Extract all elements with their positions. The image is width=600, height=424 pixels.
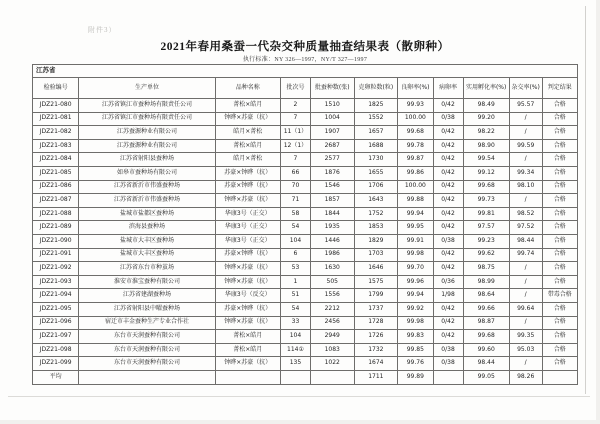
table-row (33, 153, 578, 167)
cell: 苏豪×钟晔（抗） (215, 166, 280, 180)
cell: 0/42 (433, 139, 463, 153)
cell: 钟晔×苏豪（抗） (215, 357, 280, 371)
cell (79, 370, 215, 384)
cell: 合格 (542, 316, 577, 330)
cell: 505 (310, 275, 354, 289)
cell: 盐城市大丰区蚕种场 (79, 248, 215, 262)
cell: 皓月×菁松 (215, 153, 280, 167)
cell: 98.64 (463, 289, 509, 303)
cell: 1730 (354, 153, 398, 167)
cell: JDZ21-098 (33, 343, 79, 357)
cell: 苏豪×钟晔（抗） (215, 302, 280, 316)
cell: 1552 (354, 112, 398, 126)
cell: 2577 (310, 153, 354, 167)
cell: 12（1） (280, 139, 310, 153)
cell: 0/42 (433, 153, 463, 167)
cell: 99.98 (398, 316, 433, 330)
attachment-label: 附件3） (88, 26, 117, 34)
cell: 66 (280, 166, 310, 180)
cell (433, 370, 463, 384)
cell: 99.23 (463, 234, 509, 248)
cell: 苏豪×钟晔（抗） (215, 248, 280, 262)
cell: 98.22 (463, 126, 509, 140)
column-header: 批次号 (280, 78, 310, 99)
cell: 99.62 (463, 248, 509, 262)
cell: 99.98 (398, 248, 433, 262)
table-body (33, 65, 578, 385)
column-header: 克卵粒数(粒) (354, 78, 398, 99)
cell: 1732 (354, 343, 398, 357)
cell: 99.94 (398, 289, 433, 303)
cell: 菁松×皓月 (215, 139, 280, 153)
cell: 钟晔×苏豪（抗） (215, 262, 280, 276)
cell: 宿迁市丰金蚕种生产专业合作社 (79, 316, 215, 330)
cell: 合格 (542, 153, 577, 167)
cell: 97.57 (463, 221, 509, 235)
cell: 带毒合格 (542, 289, 577, 303)
cell: 98.44 (509, 234, 542, 248)
cell: 合格 (542, 275, 577, 289)
cell: 合格 (542, 126, 577, 140)
cell: / (509, 289, 542, 303)
cell: 7 (280, 112, 310, 126)
cell: JDZ21-093 (33, 275, 79, 289)
column-header: 良卵率(%) (398, 78, 433, 99)
cell: 合格 (542, 330, 577, 344)
standard-line: 执行标准：NY 326—1997，NY/T 327—1997 (242, 57, 368, 63)
cell: 1825 (354, 99, 398, 113)
cell: 合格 (542, 139, 577, 153)
cell: 99.88 (398, 194, 433, 208)
cell: 0/42 (433, 126, 463, 140)
column-header: 病卵率 (433, 78, 463, 99)
cell: 盐城市大丰区蚕种场 (79, 234, 215, 248)
cell: 苏豪×钟晔（抗） (215, 180, 280, 194)
column-header: 检验编号 (33, 78, 79, 99)
scan-edge-bottom (8, 396, 590, 397)
table-row (33, 289, 578, 303)
cell: 0/42 (433, 194, 463, 208)
cell: 0/36 (433, 275, 463, 289)
cell: 1876 (310, 166, 354, 180)
cell: JDZ21-087 (33, 194, 79, 208)
cell: 0/42 (433, 221, 463, 235)
cell: JDZ21-085 (33, 166, 79, 180)
cell: 菁松×皓月 (215, 99, 280, 113)
cell: 99.91 (398, 234, 433, 248)
cell: 70 (280, 180, 310, 194)
cell: 1022 (310, 357, 354, 371)
cell: JDZ21-096 (33, 316, 79, 330)
column-header: 品种名称 (215, 78, 280, 99)
cell: 如皋市蚕种场有限公司 (79, 166, 215, 180)
cell: JDZ21-089 (33, 221, 79, 235)
column-header: 判定结果 (542, 78, 577, 99)
cell: 1935 (310, 221, 354, 235)
average-row (33, 370, 578, 384)
cell: 合格 (542, 194, 577, 208)
cell: / (509, 275, 542, 289)
cell: 99.95 (398, 221, 433, 235)
cell: 合格 (542, 166, 577, 180)
cell: 99.78 (398, 139, 433, 153)
cell: 江苏省射阳县蚕种场 (79, 153, 215, 167)
cell: / (509, 262, 542, 276)
cell: 2 (280, 99, 310, 113)
cell: 99.64 (509, 302, 542, 316)
cell: 98.87 (463, 316, 509, 330)
cell: 江苏省新沂市伟盛蚕种场 (79, 180, 215, 194)
cell: 98.99 (463, 275, 509, 289)
cell: 99.68 (463, 180, 509, 194)
table-row (33, 139, 578, 153)
cell: 0/38 (433, 343, 463, 357)
cell (542, 370, 577, 384)
cell: 0/38 (433, 357, 463, 371)
cell: / (509, 126, 542, 140)
cell: 1907 (310, 126, 354, 140)
cell: / (509, 194, 542, 208)
cell: 1546 (310, 180, 354, 194)
cell: 东台市天润蚕种有限公司 (79, 330, 215, 344)
column-header: 批蚕种数(张) (310, 78, 354, 99)
header-row (33, 78, 578, 99)
cell: 钟晔×苏豪（抗） (215, 316, 280, 330)
cell: 98.44 (463, 357, 509, 371)
cell: 0/38 (433, 112, 463, 126)
cell: 99.20 (463, 112, 509, 126)
cell: 104 (280, 330, 310, 344)
cell: 皓月×菁松 (215, 126, 280, 140)
cell: 菁松×皓月 (215, 330, 280, 344)
cell: 99.83 (398, 330, 433, 344)
cell: 1706 (354, 180, 398, 194)
cell: 99.81 (463, 207, 509, 221)
cell: 98.90 (463, 139, 509, 153)
cell: 0/38 (433, 234, 463, 248)
cell: 0/42 (433, 330, 463, 344)
cell: 98.75 (463, 262, 509, 276)
cell: 71 (280, 194, 310, 208)
cell: 99.05 (463, 370, 509, 384)
cell: 99.73 (463, 194, 509, 208)
cell: 合格 (542, 357, 577, 371)
cell: JDZ21-092 (33, 262, 79, 276)
cell: JDZ21-094 (33, 289, 79, 303)
table-row (33, 112, 578, 126)
cell: 99.96 (398, 275, 433, 289)
cell: 1726 (354, 330, 398, 344)
cell: 江苏省东台市种茧场 (79, 262, 215, 276)
cell: 盐城市盐都区蚕种场 (79, 207, 215, 221)
cell: 1/98 (433, 289, 463, 303)
cell: 53 (280, 262, 310, 276)
results-table (32, 64, 578, 385)
table-row (33, 166, 578, 180)
cell: 1083 (310, 343, 354, 357)
cell: 江苏省新沂市伟盛蚕种场 (79, 194, 215, 208)
cell: 0/42 (433, 262, 463, 276)
cell: 99.89 (398, 370, 433, 384)
cell: 合格 (542, 234, 577, 248)
cell: 99.86 (398, 166, 433, 180)
column-header: 实用孵化率(%) (463, 78, 509, 99)
table-row (33, 180, 578, 194)
cell: 合格 (542, 302, 577, 316)
table-row (33, 262, 578, 276)
cell: 95.03 (509, 343, 542, 357)
table-row (33, 316, 578, 330)
cell (280, 370, 310, 384)
cell: 104 (280, 234, 310, 248)
cell: 1674 (354, 357, 398, 371)
cell: 11（1） (280, 126, 310, 140)
cell: 1556 (310, 289, 354, 303)
cell: 1630 (310, 262, 354, 276)
cell: 1688 (354, 139, 398, 153)
cell: 99.85 (398, 343, 433, 357)
cell: JDZ21-099 (33, 357, 79, 371)
cell: JDZ21-081 (33, 112, 79, 126)
cell: 1752 (354, 207, 398, 221)
cell: 99.87 (398, 153, 433, 167)
cell: 滨海县蚕种场 (79, 221, 215, 235)
cell: 99.34 (509, 166, 542, 180)
cell: / (509, 112, 542, 126)
cell: JDZ21-083 (33, 139, 79, 153)
cell: 1446 (310, 234, 354, 248)
cell: 1 (280, 275, 310, 289)
cell: 淮安市淮宝蚕种有限公司 (79, 275, 215, 289)
scan-edge-right (585, 6, 586, 394)
table-row (33, 275, 578, 289)
table-row (33, 126, 578, 140)
cell: JDZ21-082 (33, 126, 79, 140)
cell: / (509, 316, 542, 330)
cell: 0/42 (433, 180, 463, 194)
cell: 58 (280, 207, 310, 221)
cell: 钟晔×苏豪（抗） (215, 112, 280, 126)
cell: 1737 (354, 302, 398, 316)
cell: 99.92 (398, 302, 433, 316)
cell: 平均 (33, 370, 79, 384)
cell: 合格 (542, 248, 577, 262)
cell: 0/42 (433, 316, 463, 330)
cell: 合格 (542, 112, 577, 126)
table-row (33, 343, 578, 357)
cell: 99.35 (509, 330, 542, 344)
cell: 合格 (542, 262, 577, 276)
table-row (33, 99, 578, 113)
cell: 1799 (354, 289, 398, 303)
table-row (33, 357, 578, 371)
cell: 135 (280, 357, 310, 371)
cell: 54 (280, 221, 310, 235)
cell (215, 370, 280, 384)
cell: 合格 (542, 343, 577, 357)
cell: 1853 (354, 221, 398, 235)
cell: / (509, 357, 542, 371)
cell: 华康3号（反交） (215, 289, 280, 303)
table-row (33, 248, 578, 262)
table-row (33, 330, 578, 344)
page-title: 2021年春用桑蚕一代杂交种质量抽查结果表（散卵种） (160, 41, 450, 53)
cell: 1004 (310, 112, 354, 126)
table-row (33, 234, 578, 248)
cell: JDZ21-086 (33, 180, 79, 194)
cell: 1575 (354, 275, 398, 289)
cell: / (509, 153, 542, 167)
cell: 0/42 (433, 302, 463, 316)
cell: 33 (280, 316, 310, 330)
cell: 99.68 (463, 330, 509, 344)
cell: 2687 (310, 139, 354, 153)
cell: 1510 (310, 99, 354, 113)
cell: 6 (280, 248, 310, 262)
cell: JDZ21-097 (33, 330, 79, 344)
cell: 99.60 (463, 343, 509, 357)
cell: 0/42 (433, 248, 463, 262)
column-header: 杂交率(%) (509, 78, 542, 99)
cell: 51 (280, 289, 310, 303)
cell: 2949 (310, 330, 354, 344)
cell: 1643 (354, 194, 398, 208)
cell: 0/42 (433, 207, 463, 221)
table-row (33, 207, 578, 221)
cell: 1711 (354, 370, 398, 384)
cell: 99.76 (398, 357, 433, 371)
cell: 99.66 (463, 302, 509, 316)
section-row (33, 65, 578, 78)
cell: 1703 (354, 248, 398, 262)
cell: 东台市天润蚕种有限公司 (79, 357, 215, 371)
cell: 江苏省镇江市蚕种场有限责任公司 (79, 99, 215, 113)
cell: 江苏蚕源种业有限公司 (79, 139, 215, 153)
cell: 7 (280, 153, 310, 167)
cell: 1646 (354, 262, 398, 276)
cell: 合格 (542, 221, 577, 235)
cell: 97.52 (509, 221, 542, 235)
table-row (33, 194, 578, 208)
cell: 江苏蚕源种业有限公司 (79, 126, 215, 140)
cell: 1829 (354, 234, 398, 248)
cell: JDZ21-088 (33, 207, 79, 221)
cell: 华康3号（正交） (215, 234, 280, 248)
cell: 菁松×皓月 (215, 343, 280, 357)
cell: 钟晔×苏豪（抗） (215, 194, 280, 208)
cell: 合格 (542, 180, 577, 194)
cell: 98.49 (463, 99, 509, 113)
cell (310, 370, 354, 384)
cell: 99.54 (463, 153, 509, 167)
cell: 99.94 (398, 207, 433, 221)
cell: 华康3号（正交） (215, 207, 280, 221)
cell: JDZ21-095 (33, 302, 79, 316)
cell: 0/42 (433, 99, 463, 113)
table-row (33, 302, 578, 316)
cell: 99.93 (398, 99, 433, 113)
cell: 114① (280, 343, 310, 357)
cell: JDZ21-090 (33, 234, 79, 248)
cell: JDZ21-080 (33, 99, 79, 113)
cell: 东台市天润蚕种有限公司 (79, 343, 215, 357)
cell: 华康3号（正交） (215, 221, 280, 235)
cell: 1857 (310, 194, 354, 208)
cell: 95.57 (509, 99, 542, 113)
cell: 合格 (542, 207, 577, 221)
cell: JDZ21-084 (33, 153, 79, 167)
cell: 99.74 (509, 248, 542, 262)
cell: 1655 (354, 166, 398, 180)
cell: 钟晔×苏豪（抗） (215, 275, 280, 289)
cell: 98.26 (509, 370, 542, 384)
cell: 1728 (354, 316, 398, 330)
cell: 99.70 (398, 262, 433, 276)
table-row (33, 221, 578, 235)
column-header: 生产单位 (79, 78, 215, 99)
cell: 江苏省建湖蚕种场 (79, 289, 215, 303)
cell: 1986 (310, 248, 354, 262)
cell: 54 (280, 302, 310, 316)
cell: 1844 (310, 207, 354, 221)
cell: 100.00 (398, 180, 433, 194)
cell: 江苏省镇江市蚕种场有限责任公司 (79, 112, 215, 126)
cell: JDZ21-091 (33, 248, 79, 262)
cell: 98.10 (509, 180, 542, 194)
cell: 2212 (310, 302, 354, 316)
cell: 99.12 (463, 166, 509, 180)
section-label: 江苏省 (33, 65, 578, 78)
cell: 合格 (542, 99, 577, 113)
cell: 1657 (354, 126, 398, 140)
cell: 江苏省射阳县中曜蚕种场 (79, 302, 215, 316)
cell: 2456 (310, 316, 354, 330)
cell: 100.00 (398, 112, 433, 126)
cell: 98.52 (509, 207, 542, 221)
cell: 99.68 (398, 126, 433, 140)
cell: 0/42 (433, 166, 463, 180)
cell: 99.59 (509, 139, 542, 153)
